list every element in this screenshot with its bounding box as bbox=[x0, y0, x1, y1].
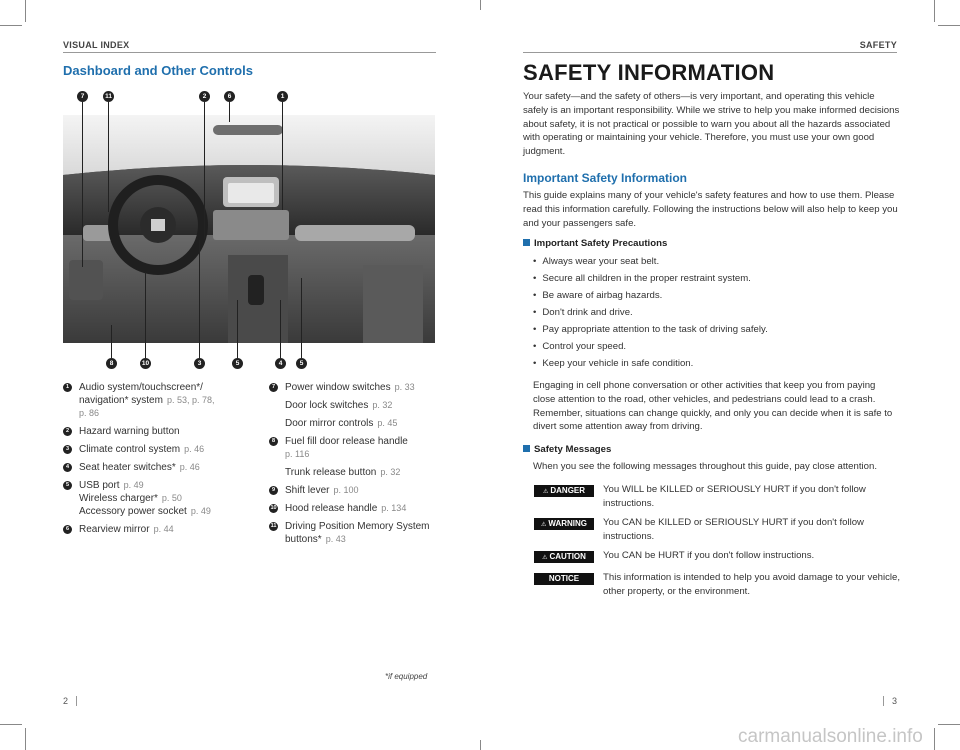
item-label: Accessory power socket bbox=[79, 506, 187, 517]
section-label: SAFETY bbox=[859, 40, 897, 50]
messages-heading-text: Safety Messages bbox=[534, 444, 612, 455]
list-item: • Secure all children in the proper restraint system. bbox=[533, 270, 768, 287]
crop-mark bbox=[934, 0, 935, 22]
leader-line bbox=[229, 102, 230, 122]
item-label: navigation* system bbox=[79, 395, 163, 406]
leader-line bbox=[145, 272, 146, 358]
leader-line bbox=[301, 278, 302, 358]
leader-line bbox=[199, 240, 200, 358]
caution-text: You CAN be HURT if you don't follow instructions. bbox=[603, 550, 815, 561]
crop-mark bbox=[480, 740, 481, 750]
callout-3: 3 bbox=[194, 358, 205, 369]
leader-line bbox=[237, 300, 238, 358]
item-number: 5 bbox=[63, 481, 72, 490]
warning-label bbox=[534, 518, 594, 530]
warning-triangle-icon: ⚠ bbox=[540, 522, 547, 528]
page-ref: p. 46 bbox=[179, 462, 200, 472]
item-number: 7 bbox=[269, 383, 278, 392]
list-item bbox=[269, 520, 439, 546]
signal-word: WARNING bbox=[548, 519, 588, 528]
list-item bbox=[63, 523, 253, 536]
page-title: SAFETY INFORMATION bbox=[523, 60, 775, 85]
crop-mark bbox=[480, 0, 481, 10]
precautions-heading bbox=[523, 238, 667, 249]
subtitle: Important Safety Information bbox=[523, 171, 688, 185]
page-ref: p. 32 bbox=[380, 467, 401, 477]
messages-intro: When you see the following messages throughout this guide, pay close attention. bbox=[533, 461, 877, 472]
sub-item bbox=[285, 417, 439, 430]
caution-label bbox=[534, 551, 594, 563]
item-number: 6 bbox=[63, 525, 72, 534]
signal-word: DANGER bbox=[550, 486, 586, 495]
item-label: Wireless charger* bbox=[79, 493, 158, 504]
callout-10: 10 bbox=[141, 360, 150, 367]
list-item: • Don't drink and drive. bbox=[533, 304, 768, 321]
list-item: • Keep your vehicle in safe condition. bbox=[533, 355, 768, 372]
item-label: Door mirror controls bbox=[285, 418, 374, 429]
list-item bbox=[63, 443, 253, 456]
list-item bbox=[269, 502, 439, 515]
callout-4: 4 bbox=[275, 358, 286, 369]
page-ref: p. 49 bbox=[123, 480, 144, 490]
crop-mark bbox=[0, 724, 22, 725]
messages-heading bbox=[523, 444, 611, 455]
page-ref: p. 46 bbox=[184, 444, 205, 454]
item-label: Fuel fill door release handle bbox=[285, 436, 408, 447]
item-label: Shift lever bbox=[285, 485, 330, 496]
crop-mark bbox=[934, 728, 935, 750]
callout-2: 2 bbox=[199, 91, 210, 102]
sub-item bbox=[285, 399, 439, 412]
signal-word: NOTICE bbox=[548, 574, 580, 583]
leader-line bbox=[204, 102, 205, 239]
signal-word: CAUTION bbox=[549, 552, 586, 561]
list-item bbox=[269, 435, 439, 479]
section-label: VISUAL INDEX bbox=[63, 40, 130, 50]
leader-line bbox=[108, 102, 109, 212]
leader-line bbox=[282, 102, 283, 210]
list-item bbox=[269, 381, 439, 430]
item-label: Climate control system bbox=[79, 444, 181, 455]
item-label: Audio system/touchscreen*/ bbox=[79, 382, 203, 393]
callout-5: 5 bbox=[232, 358, 243, 369]
dashboard-illustration bbox=[63, 115, 435, 343]
precautions-heading-text: Important Safety Precautions bbox=[534, 238, 668, 249]
danger-text: You WILL be KILLED or SERIOUSLY HURT if you don't follow instructions. bbox=[603, 484, 866, 509]
crop-mark bbox=[0, 25, 22, 26]
list-item bbox=[63, 425, 253, 438]
item-label: Driving Position Memory System bbox=[285, 521, 430, 532]
item-label: Power window switches bbox=[285, 382, 391, 393]
watermark: carmanualsonline.info bbox=[738, 726, 923, 747]
intro-paragraph: Your safety—and the safety of others—is very important, and operating this vehicle safely is an important responsibility. While we strive to help you make informed decisions about safety, it is not practical or possible to warn you about all the hazards associated with operating or maintaining your vehicle. Therefore, you must use your own good judgment. bbox=[523, 91, 900, 158]
sub-item bbox=[285, 466, 439, 479]
list-item bbox=[63, 461, 253, 474]
page-ref: p. 44 bbox=[153, 524, 174, 534]
list-item bbox=[63, 479, 253, 518]
precautions-note: Engaging in cell phone conversation or other activities that keep you from paying close attention to the road, other vehicles, and pedestrians could lead to a crash. Remember, situations can change quickly, and only you can decide when it is safe to divert some attention away from driving. bbox=[533, 380, 893, 433]
notice-label bbox=[534, 573, 594, 585]
list-item bbox=[63, 381, 253, 420]
precautions-list bbox=[533, 253, 768, 372]
list-item: • Pay appropriate attention to the task of driving safely. bbox=[533, 321, 768, 338]
page-number-rule bbox=[883, 696, 884, 706]
item-label: Door lock switches bbox=[285, 400, 369, 411]
warning-triangle-icon: ⚠ bbox=[542, 555, 548, 561]
page-ref: p. 100 bbox=[333, 485, 359, 495]
header-rule bbox=[523, 52, 897, 53]
item-label: Trunk release button bbox=[285, 467, 377, 478]
square-bullet-icon bbox=[523, 239, 530, 246]
subtitle-paragraph: This guide explains many of your vehicle's safety features and how to use them. Please read this information carefully. Following the instructions below will also help to keep you and your passengers safe. bbox=[523, 190, 898, 229]
crop-mark bbox=[938, 724, 960, 725]
crop-mark bbox=[25, 0, 26, 22]
item-number: 1 bbox=[63, 383, 72, 392]
callout-6: 6 bbox=[224, 91, 235, 102]
page-ref: p. 33 bbox=[394, 382, 415, 392]
page-ref: p. 49 bbox=[190, 506, 211, 516]
page-ref: p. 45 bbox=[377, 418, 398, 428]
leader-line bbox=[111, 325, 112, 358]
callout-5: 5 bbox=[296, 358, 307, 369]
page-ref: p. 43 bbox=[325, 534, 346, 544]
item-label: buttons* bbox=[285, 534, 322, 545]
page-ref: p. 86 bbox=[79, 408, 100, 418]
item-number: 9 bbox=[269, 486, 278, 495]
danger-label bbox=[534, 485, 594, 497]
list-item: • Be aware of airbag hazards. bbox=[533, 287, 768, 304]
item-number: 8 bbox=[269, 437, 278, 446]
page-ref: p. 32 bbox=[372, 400, 393, 410]
legend-column-1 bbox=[63, 381, 253, 541]
page-number-rule bbox=[76, 696, 77, 706]
leader-line bbox=[280, 300, 281, 358]
warning-triangle-icon: ⚠ bbox=[542, 489, 549, 495]
footnote: *if equipped bbox=[385, 672, 428, 681]
crop-mark bbox=[938, 25, 960, 26]
item-number: 4 bbox=[63, 463, 72, 472]
header-rule bbox=[63, 52, 436, 53]
page-ref: p. 134 bbox=[381, 503, 407, 513]
notice-text: This information is intended to help you avoid damage to your vehicle, other property, or the environment. bbox=[603, 572, 901, 597]
page-number: 3 bbox=[892, 696, 898, 706]
list-item bbox=[269, 484, 439, 497]
item-number: 10 bbox=[270, 505, 277, 511]
callout-7: 7 bbox=[77, 91, 88, 102]
item-label: Rearview mirror bbox=[79, 524, 150, 535]
item-label: Seat heater switches* bbox=[79, 462, 176, 473]
warning-text: You CAN be KILLED or SERIOUSLY HURT if you don't follow instructions. bbox=[603, 517, 864, 542]
item-label: Hazard warning button bbox=[79, 426, 180, 437]
legend-column-2 bbox=[269, 381, 439, 551]
page-ref: p. 53, p. 78, bbox=[166, 395, 215, 405]
page-title: Dashboard and Other Controls bbox=[63, 63, 253, 78]
leader-line bbox=[82, 102, 83, 267]
callout-8: 8 bbox=[106, 358, 117, 369]
item-label: Hood release handle bbox=[285, 503, 378, 514]
list-item: • Always wear your seat belt. bbox=[533, 253, 768, 270]
crop-mark bbox=[25, 728, 26, 750]
page-ref: p. 116 bbox=[285, 449, 310, 459]
dashboard-photo bbox=[63, 115, 435, 343]
page-ref: p. 50 bbox=[161, 493, 182, 503]
callout-11: 11 bbox=[103, 91, 114, 102]
callout-1: 1 bbox=[277, 91, 288, 102]
square-bullet-icon bbox=[523, 445, 530, 452]
list-item: • Control your speed. bbox=[533, 338, 768, 355]
item-number: 3 bbox=[63, 445, 72, 454]
item-label: USB port bbox=[79, 480, 120, 491]
item-number: 11 bbox=[270, 523, 277, 529]
item-number: 2 bbox=[63, 427, 72, 436]
page-number: 2 bbox=[63, 696, 69, 706]
